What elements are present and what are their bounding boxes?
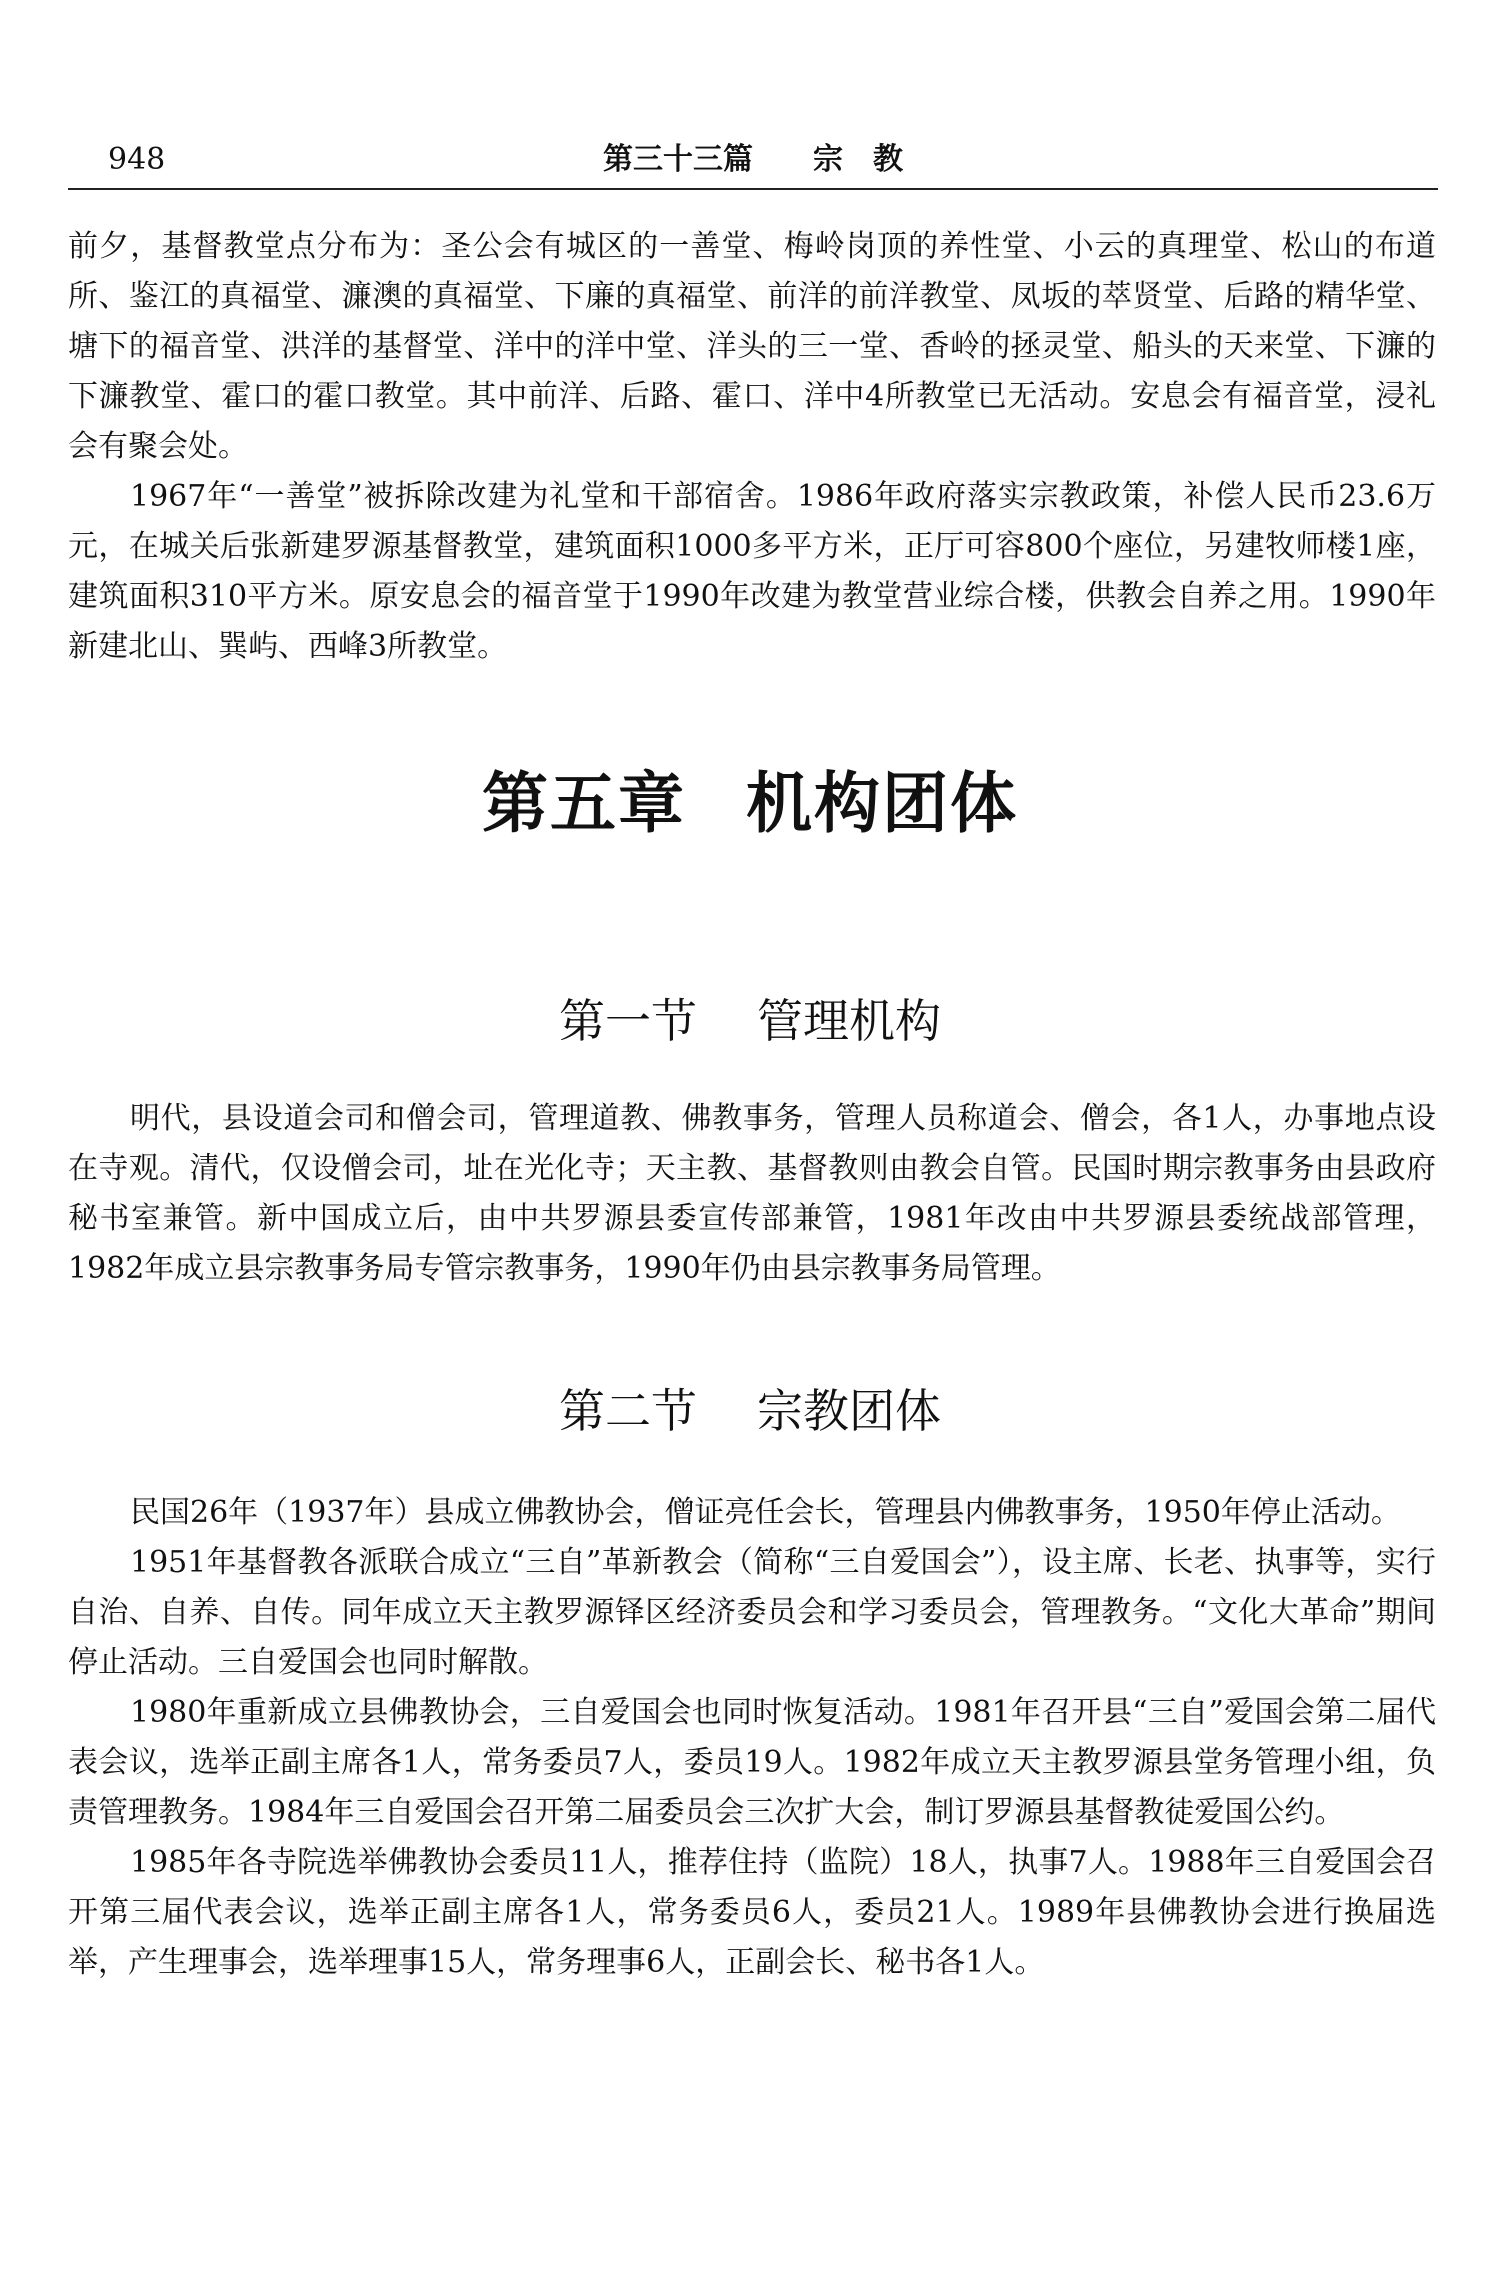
chapter-number: 第五章 xyxy=(482,764,686,842)
paragraph: 1980年重新成立县佛教协会，三自爱国会也同时恢复活动。1981年召开县“三自”爱国会第二届代表会议，选举正副主席各1人，常务委员7人，委员19人。1982年成立天主教罗源县堂务管理小组，负责管理教务。1984年三自爱国会召开第二届委员会三次扩大会，制订罗源县基督教徒爱国公约。 xyxy=(68,1695,1436,1830)
paragraph: 1951年基督教各派联合成立“三自”革新教会（简称“三自爱国会”），设主席、长老、执事等，实行自治、自养、自传。同年成立天主教罗源铎区经济委员会和学习委员会，管理教务。“文化大革命”期间停止活动。三自爱国会也同时解散。 xyxy=(68,1545,1436,1680)
paragraph: 前夕，基督教堂点分布为：圣公会有城区的一善堂、梅岭岗顶的养性堂、小云的真理堂、松山的布道所、鉴江的真福堂、濂澳的真福堂、下廉的真福堂、前洋的前洋教堂、凤坂的萃贤堂、后路的精华堂、塘下的福音堂、洪洋的基督堂、洋中的洋中堂、洋头的三一堂、香岭的拯灵堂、船头的天来堂、下濂的下濂教堂、霍口的霍口教堂。其中前洋、后路、霍口、洋中4所教堂已无活动。安息会有福音堂，浸礼会有聚会处。 xyxy=(68,229,1436,464)
paragraph: 1985年各寺院选举佛教协会委员11人，推荐住持（监院）18人，执事7人。1988年三自爱国会召开第三届代表会议，选举正副主席各1人，常务委员6人，委员21人。1989年县佛教协会进行换届选举，产生理事会，选举理事15人，常务理事6人，正副会长、秘书各1人。 xyxy=(68,1845,1436,1980)
page-number: 948 xyxy=(108,142,166,177)
section-title xyxy=(0,1380,1500,1442)
section-1-text xyxy=(68,1094,1436,1294)
section-name: 管理机构 xyxy=(757,994,941,1048)
running-title-part: 第三十三篇 xyxy=(603,142,753,177)
section-number: 第一节 xyxy=(559,994,697,1048)
paragraph: 民国26年（1937年）县成立佛教协会，僧证亮任会长，管理县内佛教事务，1950年停止活动。 xyxy=(130,1495,1401,1530)
section-2-text xyxy=(68,1488,1436,1988)
running-title xyxy=(68,138,1438,182)
paragraph: 明代，县设道会司和僧会司，管理道教、佛教事务，管理人员称道会、僧会，各1人，办事地点设在寺观。清代，仅设僧会司，址在光化寺；天主教、基督教则由教会自管。民国时期宗教事务由县政府秘书室兼管。新中国成立后，由中共罗源县委宣传部兼管，1981年改由中共罗源县委统战部管理，1982年成立县宗教事务局专管宗教事务，1990年仍由县宗教事务局管理。 xyxy=(68,1101,1436,1286)
chapter-name: 机构团体 xyxy=(746,764,1018,842)
page-header xyxy=(68,138,1438,186)
intro-text xyxy=(68,222,1436,672)
section-number: 第二节 xyxy=(559,1384,697,1438)
section-title xyxy=(0,990,1500,1052)
running-title-subject: 宗 教 xyxy=(813,142,903,177)
chapter-title xyxy=(0,758,1500,848)
paragraph: 1967年“一善堂”被拆除改建为礼堂和干部宿舍。1986年政府落实宗教政策，补偿人民币23.6万元，在城关后张新建罗源基督教堂，建筑面积1000多平方米，正厅可容800个座位，另建牧师楼1座，建筑面积310平方米。原安息会的福音堂于1990年改建为教堂营业综合楼，供教会自养之用。1990年新建北山、巽屿、西峰3所教堂。 xyxy=(68,479,1436,664)
section-name: 宗教团体 xyxy=(757,1384,941,1438)
header-rule xyxy=(68,188,1438,190)
